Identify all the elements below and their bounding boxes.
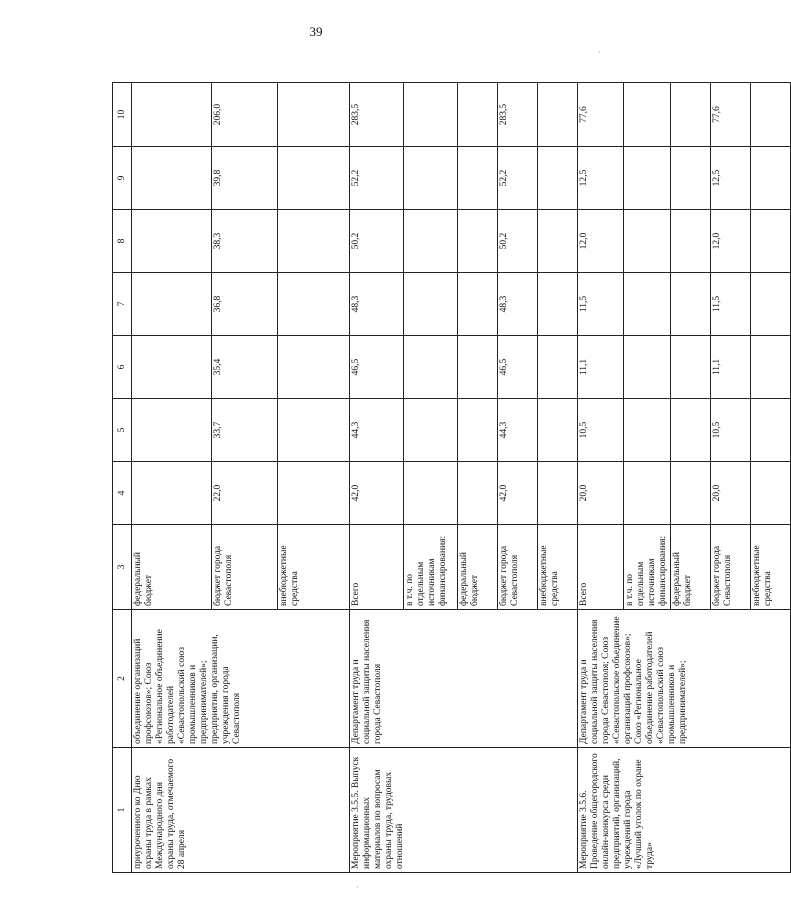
amount-cell — [404, 462, 458, 525]
amount-cell — [404, 399, 458, 462]
amount-cell: 38,3 — [212, 210, 278, 273]
column-header: 9 — [113, 147, 132, 210]
amount-cell — [751, 336, 791, 399]
measure-cell: Мероприятие 3.5.6. Проведение общегородского онлайн-конкурса среди предприятий, организаций, учреждений города «Лучший уголок по охране труда» — [578, 748, 791, 873]
table-row — [578, 83, 624, 873]
amount-cell — [278, 83, 350, 147]
scan-mark: · — [598, 48, 601, 57]
amount-cell: 283,5 — [350, 83, 404, 147]
amount-cell — [278, 210, 350, 273]
amount-cell — [671, 336, 711, 399]
amount-cell: 20,0 — [578, 462, 624, 525]
amount-cell: 50,2 — [498, 210, 538, 273]
amount-cell — [538, 273, 578, 336]
amount-cell — [671, 399, 711, 462]
column-header: 1 — [113, 748, 132, 873]
amount-cell: 77,6 — [578, 83, 624, 147]
responsible-cell: Департамент труда и социальной защиты населения города Севастополя; Союз «Севастопольское объединение организаций профсоюзов»; Союз «Региональное объединение работодателей «Севастопольский союз промышленников и предпринимателей»; — [578, 610, 791, 748]
amount-cell — [751, 462, 791, 525]
column-header: 2 — [113, 610, 132, 748]
amount-cell: 22,0 — [212, 462, 278, 525]
amount-cell — [132, 83, 212, 147]
amount-cell — [132, 462, 212, 525]
amount-cell — [538, 83, 578, 147]
amount-cell: 12,5 — [711, 147, 751, 210]
funding-source-cell: федеральный бюджет — [132, 525, 212, 610]
measure-cell: Мероприятие 3.5.5. Выпуск информационных материалов по вопросам охраны труда, трудовых отношений — [350, 748, 578, 873]
funding-source-cell: бюджет города Севастополя — [212, 525, 278, 610]
funding-source-cell: в т.ч. по отдельным источникам финансирования: — [404, 525, 458, 610]
amount-cell — [671, 147, 711, 210]
amount-cell: 46,5 — [498, 336, 538, 399]
amount-cell — [458, 273, 498, 336]
amount-cell — [132, 273, 212, 336]
amount-cell — [538, 399, 578, 462]
amount-cell — [538, 147, 578, 210]
amount-cell — [751, 83, 791, 147]
funding-table — [112, 82, 791, 873]
amount-cell: 48,3 — [498, 273, 538, 336]
amount-cell: 42,0 — [498, 462, 538, 525]
amount-cell — [458, 336, 498, 399]
amount-cell — [751, 210, 791, 273]
amount-cell — [671, 83, 711, 147]
amount-cell — [458, 462, 498, 525]
column-header: 10 — [113, 83, 132, 147]
amount-cell: 11,1 — [578, 336, 624, 399]
amount-cell — [404, 336, 458, 399]
amount-cell: 10,5 — [711, 399, 751, 462]
amount-cell — [624, 147, 671, 210]
amount-cell: 11,1 — [711, 336, 751, 399]
amount-cell — [278, 462, 350, 525]
amount-cell: 283,5 — [498, 83, 538, 147]
amount-cell — [538, 336, 578, 399]
amount-cell: 12,5 — [578, 147, 624, 210]
header-row — [113, 83, 132, 873]
funding-source-cell: федеральный бюджет — [671, 525, 711, 610]
amount-cell — [538, 210, 578, 273]
funding-source-cell: Всего — [350, 525, 404, 610]
amount-cell: 44,3 — [498, 399, 538, 462]
amount-cell: 33,7 — [212, 399, 278, 462]
amount-cell — [132, 147, 212, 210]
page-number: 39 — [309, 24, 323, 39]
amount-cell — [278, 399, 350, 462]
amount-cell: 50,2 — [350, 210, 404, 273]
rotated-table-frame — [112, 83, 773, 873]
table-row — [350, 83, 404, 873]
funding-source-cell: бюджет города Севастополя — [498, 525, 538, 610]
amount-cell: 52,2 — [350, 147, 404, 210]
amount-cell — [624, 462, 671, 525]
funding-source-cell: в т.ч. по отдельным источникам финансирования: — [624, 525, 671, 610]
amount-cell — [404, 83, 458, 147]
amount-cell — [751, 273, 791, 336]
amount-cell — [751, 147, 791, 210]
funding-source-cell: Всего — [578, 525, 624, 610]
column-header: 5 — [113, 399, 132, 462]
amount-cell: 11,5 — [578, 273, 624, 336]
amount-cell — [624, 273, 671, 336]
amount-cell — [278, 336, 350, 399]
column-header: 7 — [113, 273, 132, 336]
amount-cell: 44,3 — [350, 399, 404, 462]
amount-cell: 52,2 — [498, 147, 538, 210]
funding-source-cell: внебюджетные средства — [751, 525, 791, 610]
amount-cell — [624, 399, 671, 462]
amount-cell: 35,4 — [212, 336, 278, 399]
amount-cell — [458, 83, 498, 147]
amount-cell — [671, 462, 711, 525]
table-body — [132, 83, 791, 873]
amount-cell — [458, 399, 498, 462]
column-header: 3 — [113, 525, 132, 610]
funding-source-cell: бюджет города Севастополя — [711, 525, 751, 610]
measure-cell: приуроченного ко Дню охраны труда в рамках Международного дня охраны труда, отмечаемого 28 апреля — [132, 748, 350, 873]
amount-cell: 46,5 — [350, 336, 404, 399]
amount-cell — [132, 210, 212, 273]
amount-cell — [624, 210, 671, 273]
table-row — [132, 83, 212, 873]
amount-cell — [132, 336, 212, 399]
column-header: 4 — [113, 462, 132, 525]
amount-cell — [404, 273, 458, 336]
amount-cell — [278, 273, 350, 336]
amount-cell: 42,0 — [350, 462, 404, 525]
amount-cell: 48,3 — [350, 273, 404, 336]
column-header: 8 — [113, 210, 132, 273]
amount-cell — [404, 210, 458, 273]
amount-cell: 10,5 — [578, 399, 624, 462]
amount-cell — [671, 210, 711, 273]
amount-cell — [278, 147, 350, 210]
amount-cell: 206,0 — [212, 83, 278, 147]
amount-cell: 77,6 — [711, 83, 751, 147]
funding-source-cell: внебюджетные средства — [538, 525, 578, 610]
scan-mark: · — [356, 883, 359, 892]
amount-cell: 11,5 — [711, 273, 751, 336]
amount-cell — [671, 273, 711, 336]
amount-cell — [624, 83, 671, 147]
amount-cell — [751, 399, 791, 462]
amount-cell: 12,0 — [711, 210, 751, 273]
amount-cell: 39,8 — [212, 147, 278, 210]
amount-cell: 12,0 — [578, 210, 624, 273]
amount-cell — [624, 336, 671, 399]
column-header: 6 — [113, 336, 132, 399]
funding-source-cell: внебюджетные средства — [278, 525, 350, 610]
amount-cell: 20,0 — [711, 462, 751, 525]
amount-cell — [458, 210, 498, 273]
amount-cell — [458, 147, 498, 210]
funding-source-cell: федеральный бюджет — [458, 525, 498, 610]
responsible-cell: Департамент труда и социальной защиты населения города Севастополя — [350, 610, 578, 748]
responsible-cell: объединение организаций профсоюзов»; Союз «Региональное объединение работодателей «Севастопольский союз промышленников и предпринимателей»; предприятия, организации, учреждения города Севастополя — [132, 610, 350, 748]
amount-cell — [132, 399, 212, 462]
amount-cell: 36,8 — [212, 273, 278, 336]
amount-cell — [404, 147, 458, 210]
amount-cell — [538, 462, 578, 525]
